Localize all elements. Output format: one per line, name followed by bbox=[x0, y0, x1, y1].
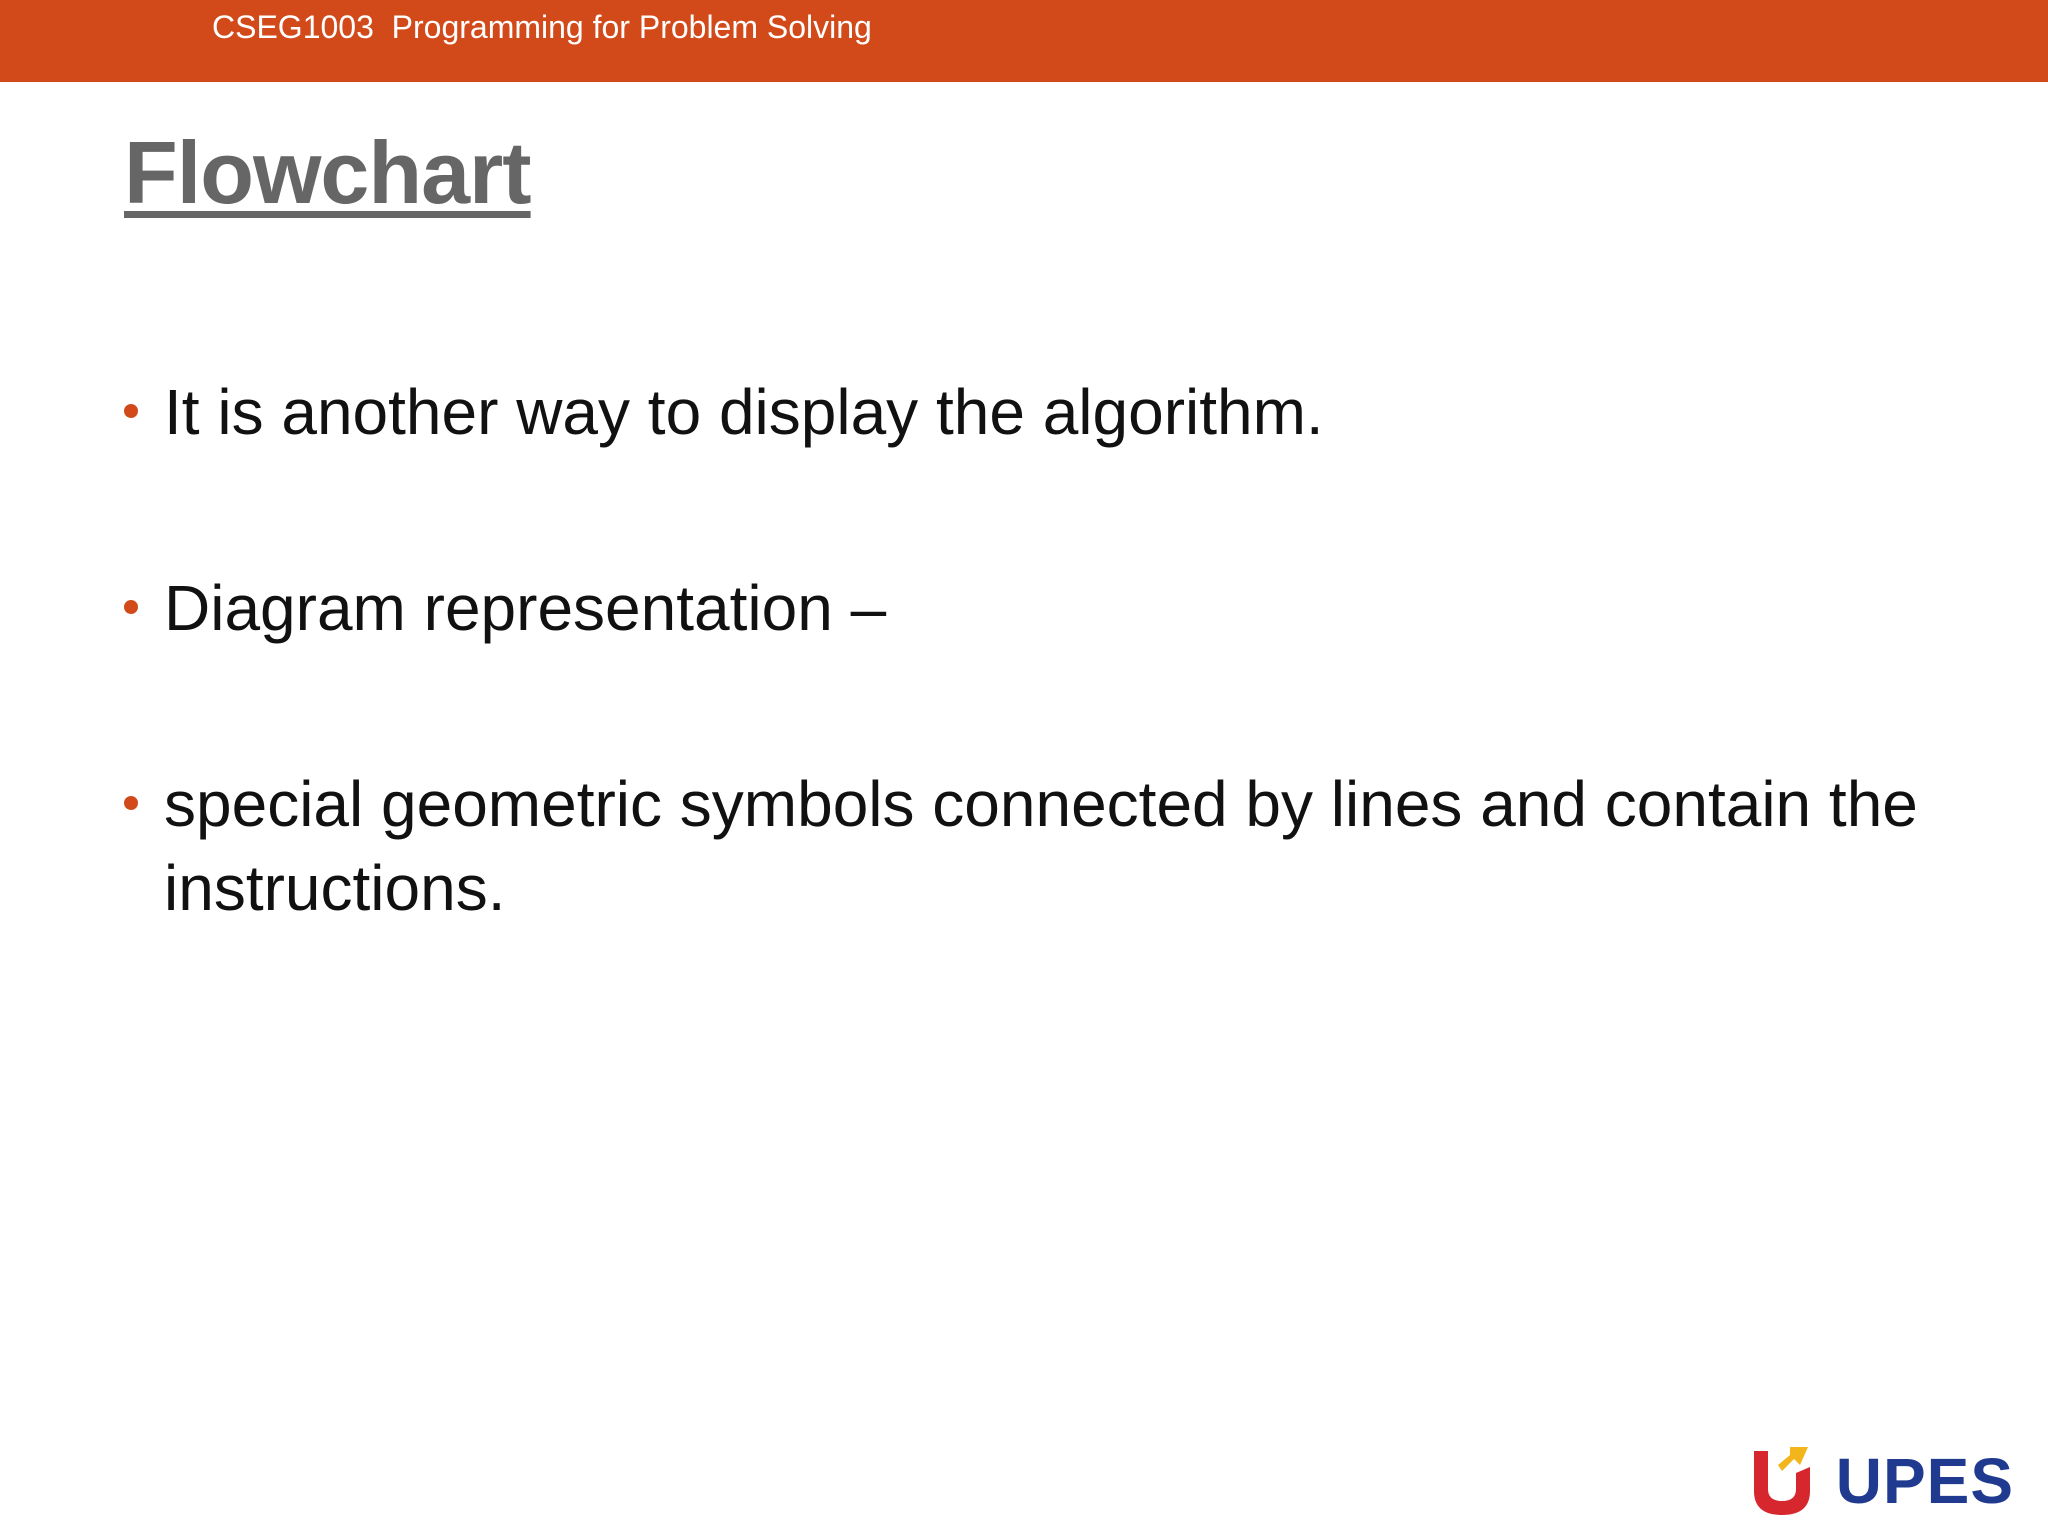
upes-logo bbox=[1750, 1440, 2014, 1522]
bullet-dot-icon bbox=[124, 600, 138, 614]
upes-logo-text: UPES bbox=[1835, 1445, 2014, 1517]
bullet-list bbox=[120, 370, 1950, 930]
bullet-text: Diagram representation – bbox=[164, 572, 887, 644]
bullet-item bbox=[120, 566, 1950, 650]
bullet-dot-icon bbox=[124, 796, 138, 810]
upes-logo-icon bbox=[1750, 1443, 1814, 1519]
course-title: CSEG1003 Programming for Problem Solving bbox=[212, 9, 872, 45]
bullet-item bbox=[120, 762, 1950, 930]
bullet-item bbox=[120, 370, 1950, 454]
bullet-text: It is another way to display the algorithm. bbox=[164, 376, 1324, 448]
slide-title: Flowchart bbox=[124, 123, 531, 222]
bullet-dot-icon bbox=[124, 404, 138, 418]
header-bar bbox=[0, 0, 2048, 82]
bullet-text: special geometric symbols connected by lines and contain the instructions. bbox=[164, 768, 1918, 924]
